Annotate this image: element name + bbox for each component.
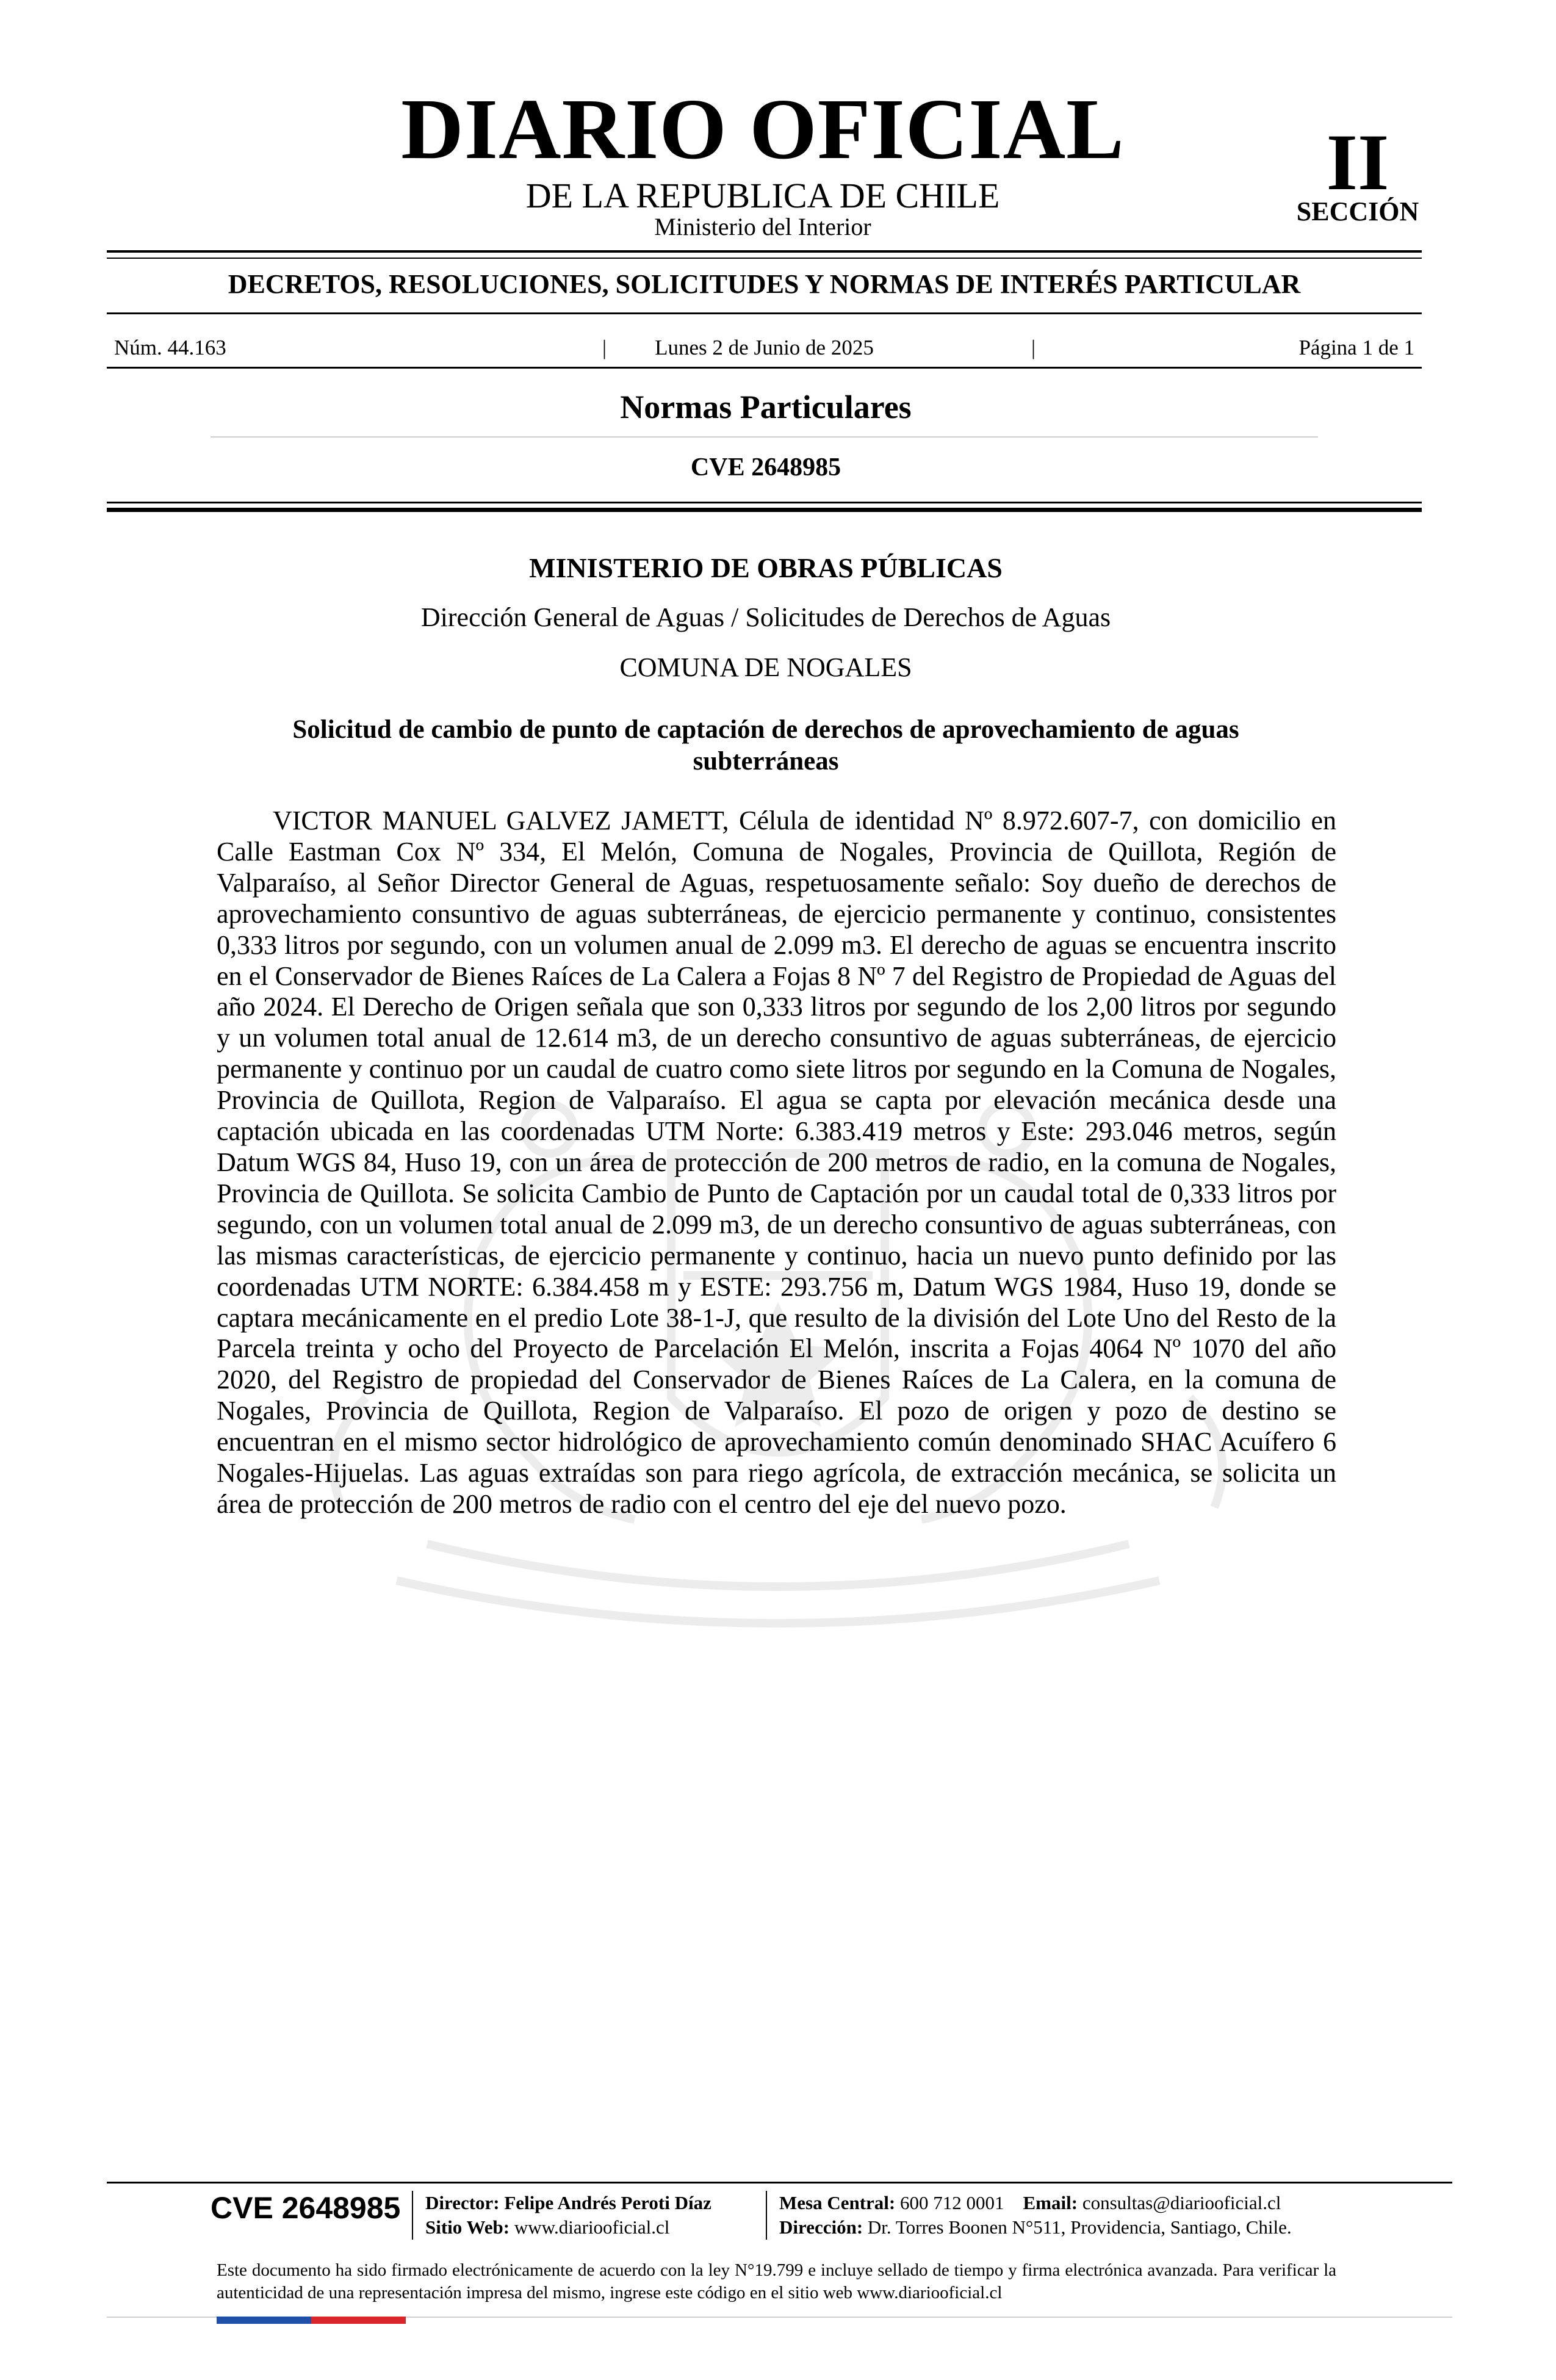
issue-number: Núm. 44.163 (114, 336, 226, 359)
document-ministry: MINISTERIO DE OBRAS PÚBLICAS (529, 552, 1003, 583)
banner-rule-bottom (107, 312, 1422, 314)
cve-rule-thin (107, 502, 1422, 503)
document-subject: Solicitud de cambio de punto de captación de derechos de aprovechamiento de aguas subterráneas (292, 715, 1239, 776)
footer-rule (107, 2182, 1452, 2183)
footer-divider (766, 2191, 767, 2240)
email-link[interactable]: consultas@diariooficial.cl (1082, 2192, 1281, 2213)
cve-rule-thick (107, 508, 1422, 512)
section-title-rule (211, 436, 1318, 438)
document-body: VICTOR MANUEL GALVEZ JAMETT, Célula de identidad Nº 8.972.607-7, con domicilio en Calle Eastman Cox Nº 334, El Melón, Comuna de Nogales, Provincia de Quillota, Región de Valparaíso, al Señor Director General de Aguas, respetuosamente señalo: Soy dueño de derechos de aprovechamiento consuntivo de aguas subterráneas, de ejercicio permanente y continuo, consistentes 0,333 litros por segundo, con un volumen anual de 2.099 m3. El derecho de aguas se encuentra inscrito en el Conservador de Bienes Raíces de La Calera a Fojas 8 Nº 7 del Registro de Propiedad de Aguas del año 2024. El Derecho de Origen señala que son 0,333 litros por segundo de los 2,00 litros por segundo y un volumen total anual de 12.614 m3, de un derecho consuntivo de aguas subterráneas, de ejercicio permanente y continuo por un caudal de cuatro como siete litros por segundo en la Comuna de Nogales, Provincia de Quillota, Region de Valparaíso. El agua se capta por elevación mecánica desde una captación ubicada en las coordenadas UTM Norte: 6.383.419 metros y Este: 293.046 metros, según Datum WGS 84, Huso 19, con un área de protección de 200 metros de radio, en la comuna de Nogales, Provincia de Quillota. Se solicita Cambio de Punto de Captación por un caudal total de 0,333 litros por segundo, con un volumen total anual de 2.099 m3, de un derecho consuntivo de aguas subterráneas, con las mismas características, de ejercicio permanente y continuo, hacia un nuevo punto definido por las coordenadas UTM NORTE: 6.384.458 m y ESTE: 293.756 m, Datum WGS 1984, Huso 19, donde se captara mecánicamente en el predio Lote 38-1-J, que resulto de la división del Lote Uno del Resto de la Parcela treinta y ocho del Proyecto de Parcelación El Melón, inscrita a Fojas 4064 Nº 1070 del año 2020, del Registro de propiedad del Conservador de Bienes Raíces de La Calera, en la comuna de Nogales, Provincia de Quillota, Region de Valparaíso. El pozo de origen y pozo de destino se encuentran en el mismo sector hidrológico de aprovechamiento común denominado SHAC Acuífero 6 Nogales-Hijuelas. Las aguas extraídas son para riego agrícola, de extracción mecánica, se solicita un área de protección de 200 metros de radio con el centro del eje del nuevo pozo. (217, 806, 1336, 1519)
issue-separator: | (1031, 336, 1036, 359)
email-label: Email: (1023, 2192, 1078, 2213)
footer-legal-note: Este documento ha sido firmado electrónicamente de acuerdo con la ley N°19.799 e incluye sellado de tiempo y firma electrónica avanzada. Para verificar la autenticidad de una representación impresa del mismo, ingrese este código en el sitio web www.diariooficial.cl (217, 2260, 1336, 2302)
header-rule-thick (107, 250, 1422, 253)
address-label: Dirección: (779, 2216, 863, 2238)
web-label: Sitio Web: (425, 2216, 510, 2238)
cve-code: CVE 2648985 (690, 453, 841, 481)
document-commune: COMUNA DE NOGALES (619, 652, 912, 682)
document-department: Dirección General de Aguas / Solicitudes de Derechos de Aguas (420, 602, 1111, 632)
phone-value: 600 712 0001 (900, 2192, 1004, 2213)
footer-cve: CVE 2648985 (211, 2191, 401, 2225)
issue-date: Lunes 2 de Junio de 2025 (655, 336, 874, 359)
section-number: II (1326, 117, 1389, 207)
web-link[interactable]: www.diariooficial.cl (514, 2216, 670, 2238)
director-name: Felipe Andrés Peroti Díaz (504, 2192, 711, 2213)
masthead-subtitle: DE LA REPUBLICA DE CHILE (525, 176, 1000, 215)
director-label: Director: (425, 2192, 500, 2213)
section-title: Normas Particulares (620, 389, 912, 425)
masthead-title: DIARIO OFICIAL (401, 81, 1125, 177)
footer-director-block (425, 2191, 711, 2240)
address-value: Dr. Torres Boonen N°511, Providencia, Santiago, Chile. (867, 2216, 1292, 2238)
phone-label: Mesa Central: (779, 2192, 896, 2213)
masthead-ministry: Ministerio del Interior (654, 213, 871, 240)
footer-contact-block (779, 2191, 1292, 2240)
issue-rule (107, 367, 1422, 369)
banner-title: DECRETOS, RESOLUCIONES, SOLICITUDES Y NORMAS DE INTERÉS PARTICULAR (228, 269, 1301, 299)
header-rule-thin (107, 258, 1422, 259)
issue-row (107, 336, 1422, 360)
flag-stripe-red (311, 2317, 406, 2324)
section-label: SECCIÓN (1296, 197, 1419, 226)
issue-page: Página 1 de 1 (1298, 336, 1414, 359)
footer-divider (412, 2191, 413, 2240)
issue-separator: | (602, 336, 607, 359)
flag-stripe-blue (217, 2317, 311, 2324)
